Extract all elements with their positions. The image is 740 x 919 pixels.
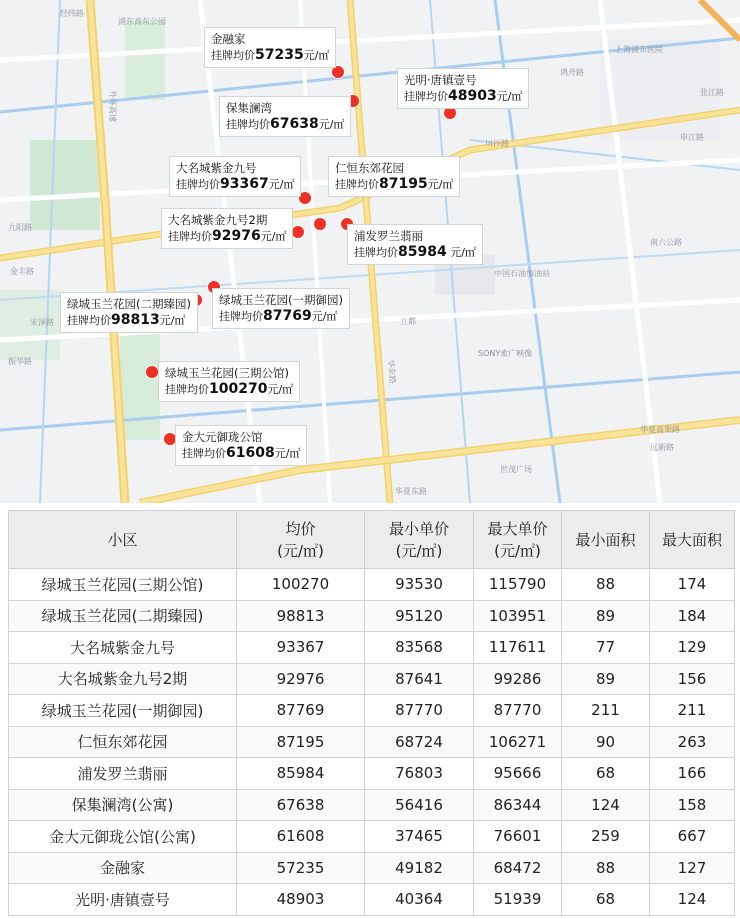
cell-max-price: 51939 — [474, 884, 562, 916]
map-label: 世茂广场 — [500, 465, 532, 474]
avg-price: 92976 — [212, 228, 261, 244]
cell-community: 光明·唐镇壹号 — [9, 884, 237, 916]
cell-min-area: 90 — [562, 726, 650, 758]
cell-avg-price: 48903 — [237, 884, 365, 916]
column-header[interactable] — [562, 511, 650, 569]
price-unit: 元/㎡ — [446, 246, 476, 259]
price-unit: 元/㎡ — [318, 118, 345, 131]
community-name: 光明·唐镇壹号 — [404, 73, 477, 87]
cell-avg-price: 87769 — [237, 695, 365, 727]
cell-min-price: 56416 — [365, 789, 474, 821]
marker-lvcheng-phase3[interactable] — [146, 366, 158, 378]
header-label: 最小单价 — [388, 519, 449, 538]
cell-max-area: 211 — [650, 695, 735, 727]
table-row[interactable] — [9, 789, 735, 821]
table-row[interactable] — [9, 884, 735, 916]
column-header[interactable] — [650, 511, 735, 569]
price-prefix: 挂牌均价 — [165, 383, 209, 396]
cell-max-area: 127 — [650, 852, 735, 884]
map-label: 鸿舟路 — [560, 68, 584, 77]
table-row[interactable] — [9, 600, 735, 632]
avg-price: 57235 — [255, 47, 304, 63]
cell-max-price: 115790 — [474, 569, 562, 601]
price-prefix: 挂牌均价 — [226, 118, 270, 131]
price-unit: 元/㎡ — [427, 178, 454, 191]
column-header[interactable] — [474, 511, 562, 569]
table-row[interactable] — [9, 758, 735, 790]
table-row[interactable] — [9, 632, 735, 664]
cell-avg-price: 67638 — [237, 789, 365, 821]
cell-min-area: 89 — [562, 663, 650, 695]
price-prefix: 挂牌均价 — [354, 246, 398, 259]
column-header[interactable] — [9, 511, 237, 569]
map-label: 中国石油加油站 — [494, 269, 550, 278]
community-name: 仁恒东郊花园 — [335, 161, 404, 175]
avg-price: 100270 — [209, 381, 268, 397]
cell-max-price: 99286 — [474, 663, 562, 695]
cell-avg-price: 93367 — [237, 632, 365, 664]
avg-price: 98813 — [111, 312, 160, 328]
cell-avg-price: 57235 — [237, 852, 365, 884]
cell-community: 金融家 — [9, 852, 237, 884]
callout-damingcheng-9[interactable] — [169, 156, 301, 197]
map-label: 九阳路 — [8, 223, 32, 232]
table-row[interactable] — [9, 821, 735, 853]
cell-avg-price: 61608 — [237, 821, 365, 853]
header-label: 小区 — [107, 530, 138, 549]
price-prefix: 挂牌均价 — [67, 314, 111, 327]
cell-min-price: 87770 — [365, 695, 474, 727]
map-label: 金丰路 — [10, 267, 34, 276]
avg-price: 87195 — [379, 176, 428, 192]
cell-avg-price: 100270 — [237, 569, 365, 601]
callout-lvcheng-phase2[interactable] — [60, 292, 198, 333]
community-name: 浦发罗兰翡丽 — [354, 229, 423, 243]
map-label: SONY索广映像 — [478, 349, 533, 358]
cell-max-price: 86344 — [474, 789, 562, 821]
callout-damingcheng-9-phase2[interactable] — [161, 208, 293, 249]
map-label: 浦东高东公园 — [118, 17, 166, 26]
header-unit: (元/㎡) — [494, 541, 541, 560]
cell-max-price: 68472 — [474, 852, 562, 884]
price-unit: 元/㎡ — [260, 230, 287, 243]
map-label: 立都 — [400, 317, 416, 326]
callout-jindayuan[interactable] — [175, 425, 307, 466]
header-label: 最大单价 — [487, 519, 548, 538]
avg-price: 61608 — [226, 445, 275, 461]
table-row[interactable] — [9, 726, 735, 758]
cell-max-area: 158 — [650, 789, 735, 821]
cell-max-area: 184 — [650, 600, 735, 632]
marker-renheng-dongjiao[interactable] — [314, 218, 326, 230]
cell-max-price: 117611 — [474, 632, 562, 664]
price-unit: 元/㎡ — [267, 383, 294, 396]
map-label: 华夏东路 — [395, 487, 427, 496]
price-prefix: 挂牌均价 — [211, 49, 255, 62]
cell-min-area: 68 — [562, 758, 650, 790]
cell-community: 绿城玉兰花园(二期臻园) — [9, 600, 237, 632]
price-prefix: 挂牌均价 — [182, 447, 226, 460]
community-name: 大名城紫金九号2期 — [168, 213, 268, 227]
cell-min-area: 77 — [562, 632, 650, 664]
cell-min-price: 93530 — [365, 569, 474, 601]
callout-jinrongjia[interactable] — [204, 27, 336, 68]
callout-lvcheng-phase3[interactable] — [158, 361, 300, 402]
cell-community: 大名城紫金九号 — [9, 632, 237, 664]
cell-community: 大名城紫金九号2期 — [9, 663, 237, 695]
price-unit: 元/㎡ — [496, 90, 523, 103]
avg-price: 48903 — [448, 88, 497, 104]
map-label: 远新路 — [650, 443, 674, 452]
cell-min-price: 76803 — [365, 758, 474, 790]
cell-min-price: 95120 — [365, 600, 474, 632]
column-header[interactable] — [365, 511, 474, 569]
map-label: 张江路 — [700, 88, 724, 97]
callout-renheng-dongjiao[interactable] — [328, 156, 460, 197]
cell-max-price: 106271 — [474, 726, 562, 758]
cell-avg-price: 92976 — [237, 663, 365, 695]
cell-community: 绿城玉兰花园(一期御园) — [9, 695, 237, 727]
map-label: 宋泽路 — [30, 318, 54, 327]
cell-min-area: 88 — [562, 569, 650, 601]
cell-max-price: 103951 — [474, 600, 562, 632]
map-label: 振华路 — [8, 357, 32, 366]
cell-max-area: 124 — [650, 884, 735, 916]
cell-avg-price: 98813 — [237, 600, 365, 632]
cell-max-area: 263 — [650, 726, 735, 758]
avg-price: 87769 — [263, 308, 312, 324]
map-label: 上海浦东医院 — [615, 45, 663, 54]
callout-guangming-tangzhen[interactable] — [397, 68, 529, 109]
header-label: 最大面积 — [661, 530, 722, 549]
community-name: 金大元御珑公馆 — [182, 430, 263, 444]
table-row[interactable] — [9, 852, 735, 884]
avg-price: 93367 — [220, 176, 269, 192]
avg-price: 67638 — [270, 116, 319, 132]
cell-avg-price: 85984 — [237, 758, 365, 790]
price-table-container — [8, 510, 734, 916]
cell-community: 浦发罗兰翡丽 — [9, 758, 237, 790]
callout-lvcheng-phase1[interactable] — [212, 288, 350, 329]
map-label: 华夏高架路 — [640, 425, 680, 434]
community-name: 金融家 — [211, 32, 246, 46]
map-label: 华东路 — [386, 359, 398, 385]
header-label: 均价 — [285, 519, 316, 538]
callout-pufa-luolan[interactable] — [347, 224, 483, 265]
cell-min-area: 211 — [562, 695, 650, 727]
cell-min-area: 68 — [562, 884, 650, 916]
cell-min-price: 68724 — [365, 726, 474, 758]
cell-max-price: 76601 — [474, 821, 562, 853]
price-unit: 元/㎡ — [274, 447, 301, 460]
map-label: 经纬路 — [60, 9, 84, 18]
cell-min-price: 40364 — [365, 884, 474, 916]
header-unit: (元/㎡) — [277, 541, 324, 560]
map-label: 南六公路 — [650, 238, 682, 247]
column-header[interactable] — [237, 511, 365, 569]
community-name: 绿城玉兰花园(二期臻园) — [67, 297, 191, 311]
price-unit: 元/㎡ — [268, 178, 295, 191]
price-prefix: 挂牌均价 — [404, 90, 448, 103]
table-row[interactable] — [9, 569, 735, 601]
cell-max-price: 95666 — [474, 758, 562, 790]
cell-community: 金大元御珑公馆(公寓) — [9, 821, 237, 853]
table-header-row — [9, 511, 735, 569]
cell-max-area: 156 — [650, 663, 735, 695]
community-name: 大名城紫金九号 — [176, 161, 257, 175]
header-label: 最小面积 — [575, 530, 636, 549]
avg-price: 85984 — [398, 244, 447, 260]
map-label: 申江路 — [680, 133, 704, 142]
cell-min-price: 87641 — [365, 663, 474, 695]
cell-max-price: 87770 — [474, 695, 562, 727]
marker-damingcheng-9-phase2[interactable] — [292, 226, 304, 238]
cell-community: 保集澜湾(公寓) — [9, 789, 237, 821]
callout-baoji-lanwan[interactable] — [219, 96, 351, 137]
price-table — [8, 510, 735, 916]
community-name: 绿城玉兰花园(三期公馆) — [165, 366, 289, 380]
cell-max-area: 129 — [650, 632, 735, 664]
cell-max-area: 174 — [650, 569, 735, 601]
price-unit: 元/㎡ — [159, 314, 186, 327]
cell-min-price: 83568 — [365, 632, 474, 664]
cell-community: 仁恒东郊花园 — [9, 726, 237, 758]
table-row[interactable] — [9, 663, 735, 695]
community-name: 保集澜湾 — [226, 101, 272, 115]
cell-community: 绿城玉兰花园(三期公馆) — [9, 569, 237, 601]
price-prefix: 挂牌均价 — [219, 310, 263, 323]
cell-max-area: 166 — [650, 758, 735, 790]
cell-min-area: 89 — [562, 600, 650, 632]
cell-min-area: 88 — [562, 852, 650, 884]
header-unit: (元/㎡) — [395, 541, 443, 560]
map-label: 川沙路 — [485, 139, 509, 148]
price-prefix: 挂牌均价 — [168, 230, 212, 243]
price-unit: 元/㎡ — [303, 49, 330, 62]
cell-min-price: 37465 — [365, 821, 474, 853]
cell-avg-price: 87195 — [237, 726, 365, 758]
map-label: 外环高速 — [108, 90, 117, 122]
cell-min-area: 124 — [562, 789, 650, 821]
price-prefix: 挂牌均价 — [335, 178, 379, 191]
price-prefix: 挂牌均价 — [176, 178, 220, 191]
cell-min-area: 259 — [562, 821, 650, 853]
price-unit: 元/㎡ — [311, 310, 338, 323]
cell-max-area: 667 — [650, 821, 735, 853]
community-name: 绿城玉兰花园(一期御园) — [219, 293, 343, 307]
cell-min-price: 49182 — [365, 852, 474, 884]
table-row[interactable] — [9, 695, 735, 727]
